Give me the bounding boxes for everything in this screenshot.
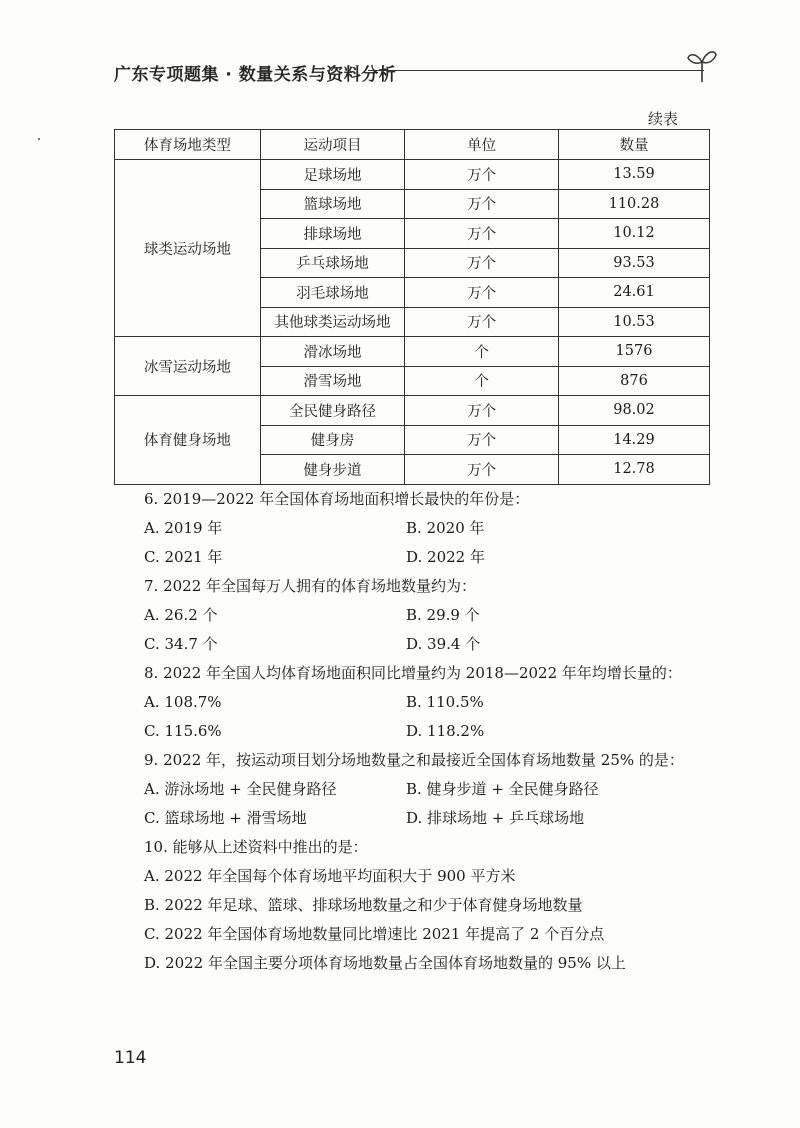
option-c[interactable]: C. 2022 年全国体育场地数量同比增速比 2021 年提高了 2 个百分点 [144, 925, 605, 943]
table-row [115, 337, 710, 367]
value-cell: 14.29 [558, 425, 709, 455]
sprout-icon [686, 42, 718, 84]
option-d[interactable]: D. 2022 年全国主要分项体育场地数量占全国体育场地数量的 95% 以上 [144, 954, 626, 972]
item-cell: 乒乓球场地 [260, 248, 405, 278]
table-row [115, 396, 710, 426]
option-c[interactable]: C. 34.7 个 [144, 635, 218, 653]
option-d[interactable]: D. 39.4 个 [406, 635, 481, 653]
option-row [144, 804, 704, 833]
unit-cell: 万个 [405, 189, 559, 219]
item-cell: 滑雪场地 [260, 366, 405, 396]
item-cell: 其他球类运动场地 [260, 307, 405, 337]
group-cell: 冰雪运动场地 [115, 337, 261, 396]
option-c[interactable]: C. 篮球场地 + 滑雪场地 [144, 809, 307, 827]
item-cell: 足球场地 [260, 160, 405, 190]
table-header-row [115, 130, 710, 160]
option-d[interactable]: D. 118.2% [406, 722, 485, 740]
item-cell: 滑冰场地 [260, 337, 405, 367]
table-caption: 续表 [648, 110, 679, 128]
question-list [144, 485, 704, 978]
option-a[interactable]: A. 26.2 个 [144, 606, 218, 624]
header-cell: 运动项目 [260, 130, 405, 160]
option-row [144, 514, 704, 543]
unit-cell: 个 [405, 366, 559, 396]
unit-cell: 万个 [405, 160, 559, 190]
option-c[interactable]: C. 115.6% [144, 722, 222, 740]
option-row [144, 630, 704, 659]
item-cell: 全民健身路径 [260, 396, 405, 426]
option-c[interactable]: C. 2021 年 [144, 548, 223, 566]
margin-mark [38, 138, 40, 140]
option-d[interactable]: D. 2022 年 [406, 548, 485, 566]
item-cell: 排球场地 [260, 219, 405, 249]
header-cell: 体育场地类型 [115, 130, 261, 160]
unit-cell: 万个 [405, 278, 559, 308]
option-d[interactable]: D. 排球场地 + 乒乓球场地 [406, 809, 585, 827]
option-a[interactable]: A. 游泳场地 + 全民健身路径 [144, 780, 337, 798]
option-row [144, 717, 704, 746]
value-cell: 1576 [558, 337, 709, 367]
unit-cell: 万个 [405, 396, 559, 426]
page-header [114, 60, 714, 90]
question-stem: 9. 2022 年，按运动项目划分场地数量之和最接近全国体育场地数量 25% 的是： [144, 751, 684, 769]
unit-cell: 万个 [405, 455, 559, 485]
item-cell: 健身房 [260, 425, 405, 455]
option-row [144, 775, 704, 804]
group-cell: 球类运动场地 [115, 160, 261, 337]
value-cell: 10.12 [558, 219, 709, 249]
group-cell: 体育健身场地 [115, 396, 261, 485]
unit-cell: 个 [405, 337, 559, 367]
unit-cell: 万个 [405, 219, 559, 249]
option-row [144, 688, 704, 717]
option-row [144, 601, 704, 630]
item-cell: 篮球场地 [260, 189, 405, 219]
option-b[interactable]: B. 健身步道 + 全民健身路径 [406, 780, 599, 798]
header-cell: 单位 [405, 130, 559, 160]
value-cell: 12.78 [558, 455, 709, 485]
value-cell: 24.61 [558, 278, 709, 308]
unit-cell: 万个 [405, 307, 559, 337]
question-stem: 6. 2019—2022 年全国体育场地面积增长最快的年份是： [144, 490, 530, 508]
option-b[interactable]: B. 2022 年足球、篮球、排球场地数量之和少于体育健身场地数量 [144, 896, 583, 914]
header-cell: 数量 [558, 130, 709, 160]
table-row [115, 160, 710, 190]
option-row [144, 543, 704, 572]
page-number: 114 [114, 1048, 147, 1068]
option-b[interactable]: B. 110.5% [406, 693, 484, 711]
option-a[interactable]: A. 2019 年 [144, 519, 223, 537]
question-stem: 8. 2022 年全国人均体育场地面积同比增量约为 2018—2022 年年均增长量的： [144, 664, 682, 682]
value-cell: 98.02 [558, 396, 709, 426]
option-b[interactable]: B. 2020 年 [406, 519, 485, 537]
header-rule [368, 70, 704, 71]
value-cell: 13.59 [558, 160, 709, 190]
value-cell: 93.53 [558, 248, 709, 278]
unit-cell: 万个 [405, 248, 559, 278]
option-b[interactable]: B. 29.9 个 [406, 606, 480, 624]
item-cell: 羽毛球场地 [260, 278, 405, 308]
value-cell: 110.28 [558, 189, 709, 219]
unit-cell: 万个 [405, 425, 559, 455]
value-cell: 10.53 [558, 307, 709, 337]
option-a[interactable]: A. 2022 年全国每个体育场地平均面积大于 900 平方米 [144, 867, 516, 885]
header-title: 广东专项题集 · 数量关系与资料分析 [114, 65, 397, 85]
question-stem: 7. 2022 年全国每万人拥有的体育场地数量约为： [144, 577, 477, 595]
facility-table [114, 129, 710, 485]
value-cell: 876 [558, 366, 709, 396]
question-stem: 10. 能够从上述资料中推出的是： [144, 838, 368, 856]
item-cell: 健身步道 [260, 455, 405, 485]
option-a[interactable]: A. 108.7% [144, 693, 222, 711]
